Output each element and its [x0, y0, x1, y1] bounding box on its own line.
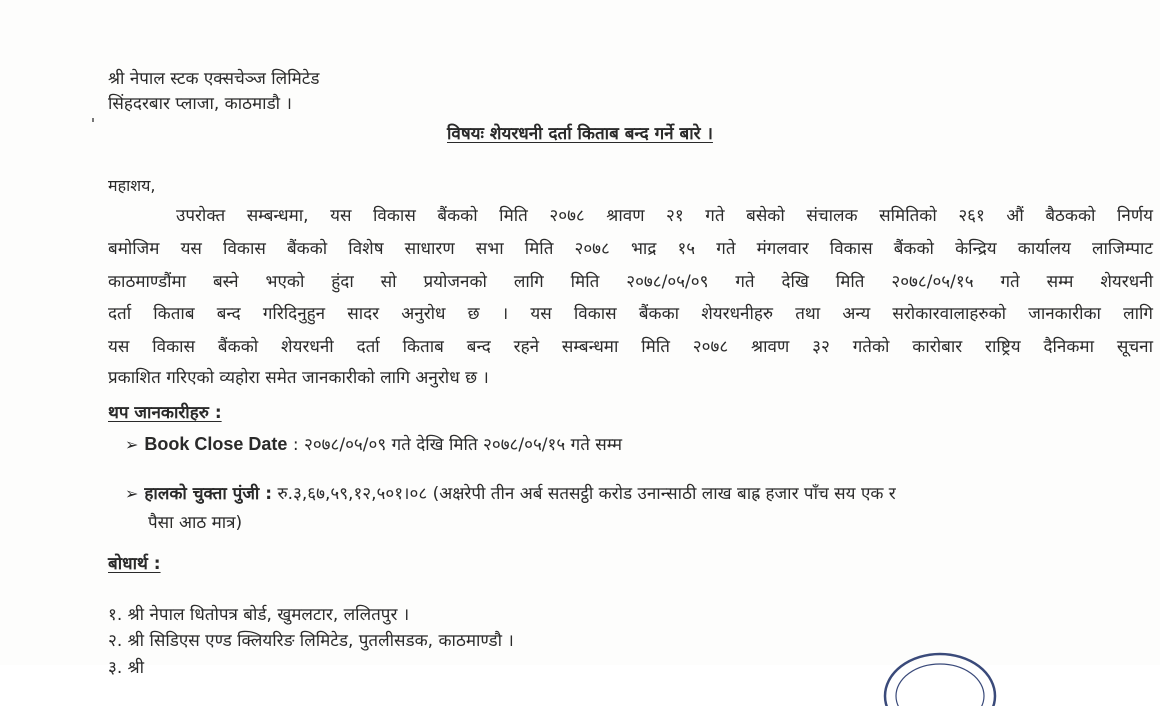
book-close-value: : २०७८/०५/०९ गते देखि मिति २०७८/०५/१५ गते सम्म — [292, 435, 623, 455]
subject-line: विषयः शेयरधनी दर्ता किताब बन्द गर्ने बारे । — [447, 124, 713, 144]
margin-mark — [92, 118, 94, 122]
cut-off-text: ३. श्री — [108, 658, 145, 678]
paid-up-capital-item — [125, 481, 896, 504]
cc-item: १. श्री नेपाल धितोपत्र बोर्ड, खुमलटार, ललितपुर । — [108, 605, 410, 625]
book-close-label: Book Close Date — [144, 434, 288, 454]
cc-heading: बोधार्थ : — [108, 554, 161, 574]
body-line: काठमाण्डौंमा बस्ने भएको हुंदा सो प्रयोजनको लागि मिति २०७८/०५/०९ गते देखि मिति २०७८/०५/१५ गते सम्म शेयरधनी — [108, 272, 1153, 292]
body-line: उपरोक्त सम्बन्धमा, यस विकास बैंकको मिति २०७८ श्रावण २१ गते बसेको संचालक समितिको २६१ औं बैठकको निर्णय — [176, 206, 1153, 226]
paid-up-capital-value: रु.३,६७,५९,१२,५०१।०८ (अक्षरेपी तीन अर्ब सतसट्ठी करोड उनान्साठी लाख बाह्र हजार पाँच सय एक र — [277, 484, 896, 504]
book-close-item — [125, 432, 622, 455]
seal-stamp-icon — [880, 646, 1000, 706]
cut-off-line — [108, 657, 648, 678]
arrow-bullet-icon: ➢ — [125, 435, 139, 454]
cc-item: २. श्री सिडिएस एण्ड क्लियरिङ लिमिटेड, पुतलीसडक, काठमाण्डौ । — [108, 631, 514, 651]
body-line: यस विकास बैंकको शेयरधनी दर्ता किताब बन्द रहने सम्बन्धमा मिति २०७८ श्रावण ३२ गतेको कारोबार राष्ट्रिय दैनिकमा सूचना — [108, 337, 1153, 357]
salutation: महाशय, — [108, 176, 156, 195]
recipient-line-1: श्री नेपाल स्टक एक्सचेञ्ज लिमिटेड — [108, 69, 320, 89]
paid-up-capital-label: हालको चुक्ता पुंजी : — [144, 484, 273, 504]
body-line: बमोजिम यस विकास बैंकको विशेष साधारण सभा मिति २०७८ भाद्र १५ गते मंगलवार विकास बैंकको केन्द्रिय कार्यालय लाजिम्पाट — [108, 239, 1153, 259]
body-line: प्रकाशित गरिएको व्यहोरा समेत जानकारीको लागि अनुरोध छ । — [108, 368, 489, 388]
additional-info-heading: थप जानकारीहरु : — [108, 403, 222, 423]
paid-up-capital-value-cont: पैसा आठ मात्र) — [148, 513, 243, 533]
body-line: दर्ता किताब बन्द गरिदिनुहुन सादर अनुरोध छ । यस विकास बैंकका शेयरधनीहरु तथा अन्य सरोकारवालाहरुको जानकारीका लागि — [108, 304, 1153, 324]
recipient-line-2: सिंहदरबार प्लाजा, काठमाडौ । — [108, 94, 292, 114]
arrow-bullet-icon: ➢ — [125, 484, 139, 503]
